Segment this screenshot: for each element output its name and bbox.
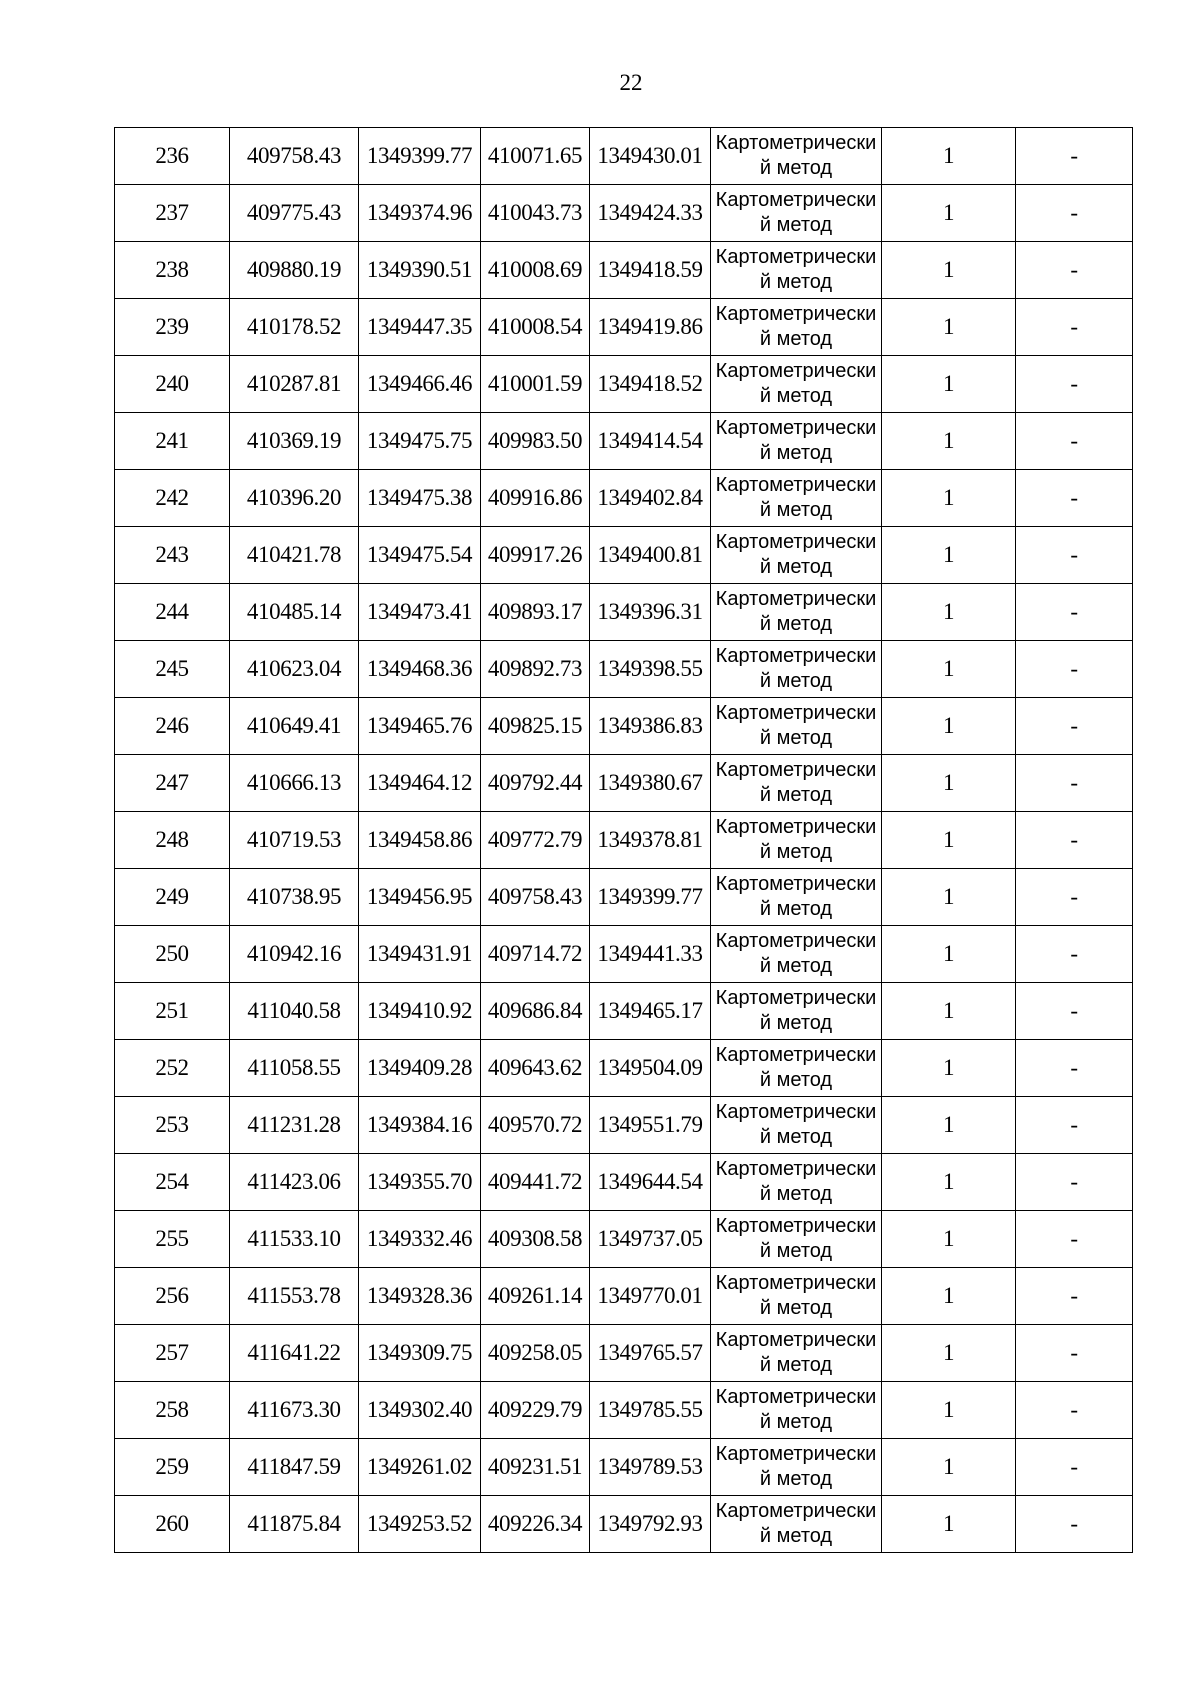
cell-y-old: 1349475.38 <box>359 470 481 527</box>
cell-x-old: 411423.06 <box>230 1154 359 1211</box>
cell-method: Картометрический метод <box>711 1382 882 1439</box>
cell-method: Картометрический метод <box>711 584 882 641</box>
cell-x-new: 409714.72 <box>481 926 590 983</box>
cell-accuracy: 1 <box>882 926 1016 983</box>
cell-method: Картометрический метод <box>711 356 882 413</box>
cell-x-new: 409917.26 <box>481 527 590 584</box>
cell-x-new: 410008.69 <box>481 242 590 299</box>
cell-y-new: 1349402.84 <box>590 470 711 527</box>
cell-x-old: 411040.58 <box>230 983 359 1040</box>
cell-y-new: 1349396.31 <box>590 584 711 641</box>
table-row <box>115 698 1133 755</box>
cell-method: Картометрический метод <box>711 413 882 470</box>
cell-y-new: 1349644.54 <box>590 1154 711 1211</box>
cell-point-number: 252 <box>115 1040 230 1097</box>
cell-x-old: 409775.43 <box>230 185 359 242</box>
cell-y-new: 1349398.55 <box>590 641 711 698</box>
cell-point-number: 260 <box>115 1496 230 1553</box>
cell-accuracy: 1 <box>882 185 1016 242</box>
cell-x-new: 409570.72 <box>481 1097 590 1154</box>
cell-point-number: 245 <box>115 641 230 698</box>
cell-y-new: 1349378.81 <box>590 812 711 869</box>
cell-note: - <box>1016 1382 1133 1439</box>
cell-accuracy: 1 <box>882 1439 1016 1496</box>
cell-x-old: 410485.14 <box>230 584 359 641</box>
cell-accuracy: 1 <box>882 983 1016 1040</box>
cell-method: Картометрический метод <box>711 1040 882 1097</box>
table-row <box>115 584 1133 641</box>
cell-y-new: 1349399.77 <box>590 869 711 926</box>
cell-note: - <box>1016 698 1133 755</box>
cell-x-new: 410001.59 <box>481 356 590 413</box>
cell-y-new: 1349770.01 <box>590 1268 711 1325</box>
cell-method: Картометрический метод <box>711 812 882 869</box>
table-row <box>115 1040 1133 1097</box>
cell-x-old: 410649.41 <box>230 698 359 755</box>
cell-x-new: 409229.79 <box>481 1382 590 1439</box>
cell-y-old: 1349332.46 <box>359 1211 481 1268</box>
cell-method: Картометрический метод <box>711 1496 882 1553</box>
cell-note: - <box>1016 584 1133 641</box>
cell-x-new: 410043.73 <box>481 185 590 242</box>
cell-y-old: 1349473.41 <box>359 584 481 641</box>
table-row <box>115 1268 1133 1325</box>
cell-x-old: 410942.16 <box>230 926 359 983</box>
cell-accuracy: 1 <box>882 413 1016 470</box>
cell-y-new: 1349441.33 <box>590 926 711 983</box>
cell-point-number: 258 <box>115 1382 230 1439</box>
cell-accuracy: 1 <box>882 812 1016 869</box>
cell-x-new: 409226.34 <box>481 1496 590 1553</box>
cell-point-number: 240 <box>115 356 230 413</box>
cell-y-new: 1349424.33 <box>590 185 711 242</box>
cell-method: Картометрический метод <box>711 698 882 755</box>
cell-x-new: 409758.43 <box>481 869 590 926</box>
cell-note: - <box>1016 1040 1133 1097</box>
table-row <box>115 1496 1133 1553</box>
cell-note: - <box>1016 470 1133 527</box>
cell-x-old: 411553.78 <box>230 1268 359 1325</box>
cell-note: - <box>1016 128 1133 185</box>
table-row <box>115 185 1133 242</box>
cell-x-new: 409441.72 <box>481 1154 590 1211</box>
cell-x-old: 409758.43 <box>230 128 359 185</box>
table-row <box>115 1154 1133 1211</box>
cell-x-old: 411058.55 <box>230 1040 359 1097</box>
cell-x-old: 410623.04 <box>230 641 359 698</box>
cell-method: Картометрический метод <box>711 983 882 1040</box>
cell-y-new: 1349765.57 <box>590 1325 711 1382</box>
cell-point-number: 242 <box>115 470 230 527</box>
cell-x-new: 409686.84 <box>481 983 590 1040</box>
table-row <box>115 1439 1133 1496</box>
table-row <box>115 356 1133 413</box>
table-row <box>115 812 1133 869</box>
cell-accuracy: 1 <box>882 470 1016 527</box>
cell-point-number: 249 <box>115 869 230 926</box>
cell-point-number: 246 <box>115 698 230 755</box>
cell-note: - <box>1016 869 1133 926</box>
cell-method: Картометрический метод <box>711 185 882 242</box>
cell-x-old: 411231.28 <box>230 1097 359 1154</box>
cell-y-old: 1349464.12 <box>359 755 481 812</box>
cell-x-old: 411875.84 <box>230 1496 359 1553</box>
cell-x-old: 411533.10 <box>230 1211 359 1268</box>
cell-point-number: 248 <box>115 812 230 869</box>
cell-y-old: 1349374.96 <box>359 185 481 242</box>
cell-point-number: 255 <box>115 1211 230 1268</box>
cell-x-new: 409916.86 <box>481 470 590 527</box>
cell-x-new: 410071.65 <box>481 128 590 185</box>
cell-x-new: 409792.44 <box>481 755 590 812</box>
cell-point-number: 237 <box>115 185 230 242</box>
cell-note: - <box>1016 1097 1133 1154</box>
coordinates-table <box>114 127 1133 1553</box>
cell-method: Картометрический метод <box>711 926 882 983</box>
cell-y-old: 1349253.52 <box>359 1496 481 1553</box>
table-row <box>115 128 1133 185</box>
cell-x-old: 410287.81 <box>230 356 359 413</box>
cell-y-old: 1349309.75 <box>359 1325 481 1382</box>
cell-accuracy: 1 <box>882 1040 1016 1097</box>
cell-method: Картометрический метод <box>711 1097 882 1154</box>
cell-accuracy: 1 <box>882 1382 1016 1439</box>
table-row <box>115 755 1133 812</box>
cell-x-new: 409261.14 <box>481 1268 590 1325</box>
cell-x-old: 410421.78 <box>230 527 359 584</box>
cell-x-old: 411641.22 <box>230 1325 359 1382</box>
cell-y-old: 1349390.51 <box>359 242 481 299</box>
table-row <box>115 1325 1133 1382</box>
cell-y-new: 1349386.83 <box>590 698 711 755</box>
cell-accuracy: 1 <box>882 1097 1016 1154</box>
cell-x-old: 410396.20 <box>230 470 359 527</box>
cell-point-number: 247 <box>115 755 230 812</box>
cell-y-old: 1349456.95 <box>359 869 481 926</box>
cell-accuracy: 1 <box>882 1325 1016 1382</box>
cell-y-old: 1349410.92 <box>359 983 481 1040</box>
table-row <box>115 641 1133 698</box>
cell-x-old: 410738.95 <box>230 869 359 926</box>
cell-note: - <box>1016 527 1133 584</box>
cell-y-old: 1349466.46 <box>359 356 481 413</box>
table-row <box>115 1097 1133 1154</box>
cell-method: Картометрический метод <box>711 1211 882 1268</box>
cell-y-old: 1349409.28 <box>359 1040 481 1097</box>
cell-method: Картометрический метод <box>711 869 882 926</box>
cell-note: - <box>1016 641 1133 698</box>
cell-point-number: 250 <box>115 926 230 983</box>
cell-note: - <box>1016 1439 1133 1496</box>
cell-x-new: 409258.05 <box>481 1325 590 1382</box>
table-row <box>115 470 1133 527</box>
cell-method: Картометрический метод <box>711 128 882 185</box>
table-row <box>115 413 1133 470</box>
cell-y-new: 1349400.81 <box>590 527 711 584</box>
cell-accuracy: 1 <box>882 527 1016 584</box>
table-body <box>115 128 1133 1553</box>
cell-method: Картометрический метод <box>711 527 882 584</box>
cell-method: Картометрический метод <box>711 755 882 812</box>
cell-accuracy: 1 <box>882 1211 1016 1268</box>
cell-accuracy: 1 <box>882 356 1016 413</box>
cell-point-number: 253 <box>115 1097 230 1154</box>
cell-x-old: 410369.19 <box>230 413 359 470</box>
cell-x-new: 409825.15 <box>481 698 590 755</box>
table-row <box>115 983 1133 1040</box>
cell-y-new: 1349789.53 <box>590 1439 711 1496</box>
table-row <box>115 242 1133 299</box>
cell-point-number: 244 <box>115 584 230 641</box>
cell-note: - <box>1016 755 1133 812</box>
cell-point-number: 254 <box>115 1154 230 1211</box>
cell-accuracy: 1 <box>882 128 1016 185</box>
cell-y-old: 1349328.36 <box>359 1268 481 1325</box>
cell-accuracy: 1 <box>882 584 1016 641</box>
cell-y-old: 1349302.40 <box>359 1382 481 1439</box>
cell-method: Картометрический метод <box>711 299 882 356</box>
cell-y-new: 1349418.59 <box>590 242 711 299</box>
cell-x-new: 409772.79 <box>481 812 590 869</box>
cell-method: Картометрический метод <box>711 1325 882 1382</box>
cell-point-number: 241 <box>115 413 230 470</box>
cell-y-old: 1349261.02 <box>359 1439 481 1496</box>
cell-note: - <box>1016 926 1133 983</box>
cell-y-new: 1349792.93 <box>590 1496 711 1553</box>
cell-y-old: 1349468.36 <box>359 641 481 698</box>
cell-note: - <box>1016 1154 1133 1211</box>
cell-point-number: 243 <box>115 527 230 584</box>
cell-y-new: 1349418.52 <box>590 356 711 413</box>
cell-y-new: 1349785.55 <box>590 1382 711 1439</box>
cell-y-new: 1349419.86 <box>590 299 711 356</box>
cell-point-number: 238 <box>115 242 230 299</box>
cell-note: - <box>1016 1211 1133 1268</box>
cell-x-new: 410008.54 <box>481 299 590 356</box>
cell-note: - <box>1016 413 1133 470</box>
cell-x-new: 409893.17 <box>481 584 590 641</box>
cell-accuracy: 1 <box>882 1268 1016 1325</box>
cell-point-number: 239 <box>115 299 230 356</box>
cell-accuracy: 1 <box>882 698 1016 755</box>
cell-accuracy: 1 <box>882 1496 1016 1553</box>
cell-x-old: 411673.30 <box>230 1382 359 1439</box>
cell-y-new: 1349551.79 <box>590 1097 711 1154</box>
cell-point-number: 259 <box>115 1439 230 1496</box>
cell-y-old: 1349475.75 <box>359 413 481 470</box>
cell-point-number: 236 <box>115 128 230 185</box>
cell-point-number: 256 <box>115 1268 230 1325</box>
cell-y-old: 1349447.35 <box>359 299 481 356</box>
cell-note: - <box>1016 1496 1133 1553</box>
cell-y-old: 1349465.76 <box>359 698 481 755</box>
cell-y-new: 1349430.01 <box>590 128 711 185</box>
cell-y-old: 1349458.86 <box>359 812 481 869</box>
cell-y-new: 1349414.54 <box>590 413 711 470</box>
table-row <box>115 869 1133 926</box>
cell-method: Картометрический метод <box>711 1268 882 1325</box>
cell-x-new: 409983.50 <box>481 413 590 470</box>
table-row <box>115 299 1133 356</box>
cell-note: - <box>1016 185 1133 242</box>
cell-accuracy: 1 <box>882 869 1016 926</box>
cell-method: Картометрический метод <box>711 641 882 698</box>
cell-x-new: 409308.58 <box>481 1211 590 1268</box>
cell-accuracy: 1 <box>882 1154 1016 1211</box>
cell-note: - <box>1016 242 1133 299</box>
cell-y-old: 1349475.54 <box>359 527 481 584</box>
cell-method: Картометрический метод <box>711 470 882 527</box>
cell-note: - <box>1016 1325 1133 1382</box>
cell-y-new: 1349465.17 <box>590 983 711 1040</box>
cell-y-old: 1349355.70 <box>359 1154 481 1211</box>
cell-x-old: 409880.19 <box>230 242 359 299</box>
cell-x-old: 410178.52 <box>230 299 359 356</box>
cell-note: - <box>1016 356 1133 413</box>
cell-point-number: 257 <box>115 1325 230 1382</box>
cell-x-new: 409231.51 <box>481 1439 590 1496</box>
cell-y-new: 1349737.05 <box>590 1211 711 1268</box>
cell-accuracy: 1 <box>882 641 1016 698</box>
table-row <box>115 926 1133 983</box>
cell-method: Картометрический метод <box>711 1439 882 1496</box>
table-row <box>115 527 1133 584</box>
cell-x-new: 409892.73 <box>481 641 590 698</box>
cell-note: - <box>1016 1268 1133 1325</box>
cell-accuracy: 1 <box>882 755 1016 812</box>
cell-method: Картометрический метод <box>711 242 882 299</box>
cell-note: - <box>1016 983 1133 1040</box>
cell-y-old: 1349399.77 <box>359 128 481 185</box>
cell-y-new: 1349504.09 <box>590 1040 711 1097</box>
cell-note: - <box>1016 299 1133 356</box>
table-row <box>115 1211 1133 1268</box>
cell-x-old: 411847.59 <box>230 1439 359 1496</box>
cell-accuracy: 1 <box>882 242 1016 299</box>
cell-x-old: 410719.53 <box>230 812 359 869</box>
cell-x-new: 409643.62 <box>481 1040 590 1097</box>
cell-point-number: 251 <box>115 983 230 1040</box>
cell-y-new: 1349380.67 <box>590 755 711 812</box>
cell-x-old: 410666.13 <box>230 755 359 812</box>
cell-method: Картометрический метод <box>711 1154 882 1211</box>
table-row <box>115 1382 1133 1439</box>
cell-y-old: 1349384.16 <box>359 1097 481 1154</box>
page-number: 22 <box>619 70 643 95</box>
cell-accuracy: 1 <box>882 299 1016 356</box>
cell-y-old: 1349431.91 <box>359 926 481 983</box>
cell-note: - <box>1016 812 1133 869</box>
